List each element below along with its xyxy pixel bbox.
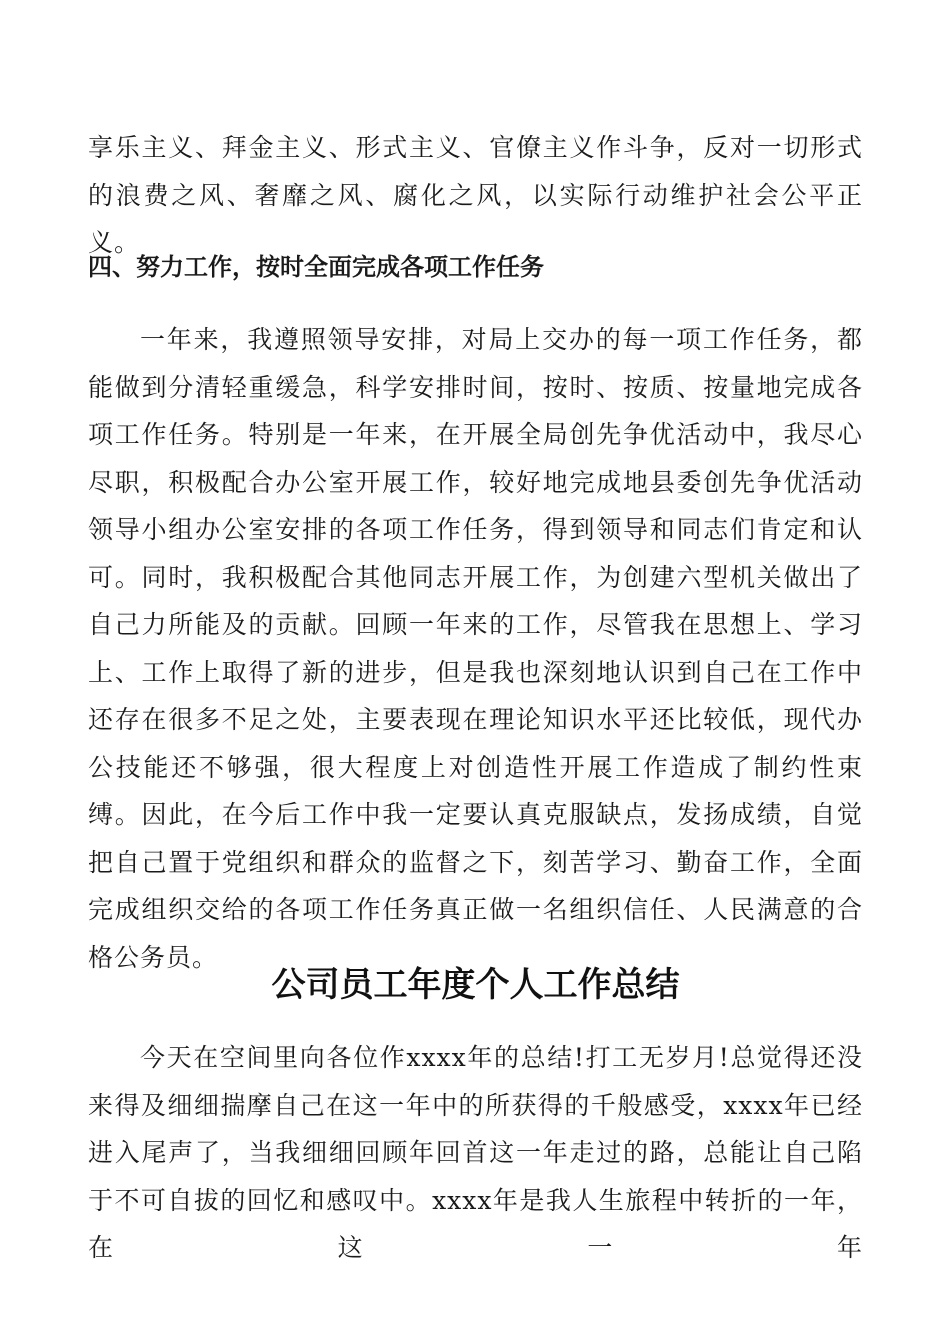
article-title: 公司员工年度个人工作总结 xyxy=(271,965,680,1005)
article-paragraph: 今天在空间里向各位作xxxx年的总结!打工无岁月!总觉得还没来得及细细揣摩自己在这一年中的所获得的千般感受，xxxx年已经进入尾声了，当我细细回顾年回首这一年走过的路，总能让自己陷于不可自拔的回忆和感叹中。xxxx年是我人生旅程中转折的一年，在这一年 xyxy=(88,1043,863,1262)
section-paragraph: 一年来，我遵照领导安排，对局上交办的每一项工作任务，都能做到分清轻重缓急，科学安排时间，按时、按质、按量地完成各项工作任务。特别是一年来，在开展全局创先争优活动中，我尽心尽职，积极配合办公室开展工作，较好地完成地县委创先争优活动领导小组办公室安排的各项工作任务，得到领导和同志们肯定和认可。同时，我积极配合其他同志开展工作，为创建六型机关做出了自己力所能及的贡献。回顾一年来的工作，尽管我在思想上、学习上、工作上取得了新的进步，但是我也深刻地认识到自己在工作中还存在很多不足之处，主要表现在理论知识水平还比较低，现代办公技能还不够强，很大程度上对创造性开展工作造成了制约性束缚。因此，在今后工作中我一定要认真克服缺点，发扬成绩，自觉把自己置于党组织和群众的监督之下，刻苦学习、勤奋工作，全面完成组织交给的各项工作任务真正做一名组织信任、人民满意的合格公务员。 xyxy=(88,325,863,972)
continuation-paragraph: 享乐主义、拜金主义、形式主义、官僚主义作斗争，反对一切形式的浪费之风、奢靡之风、腐化之风，以实际行动维护社会公平正义。 xyxy=(88,133,863,257)
section-heading: 四、努力工作，按时全面完成各项工作任务 xyxy=(88,253,544,281)
